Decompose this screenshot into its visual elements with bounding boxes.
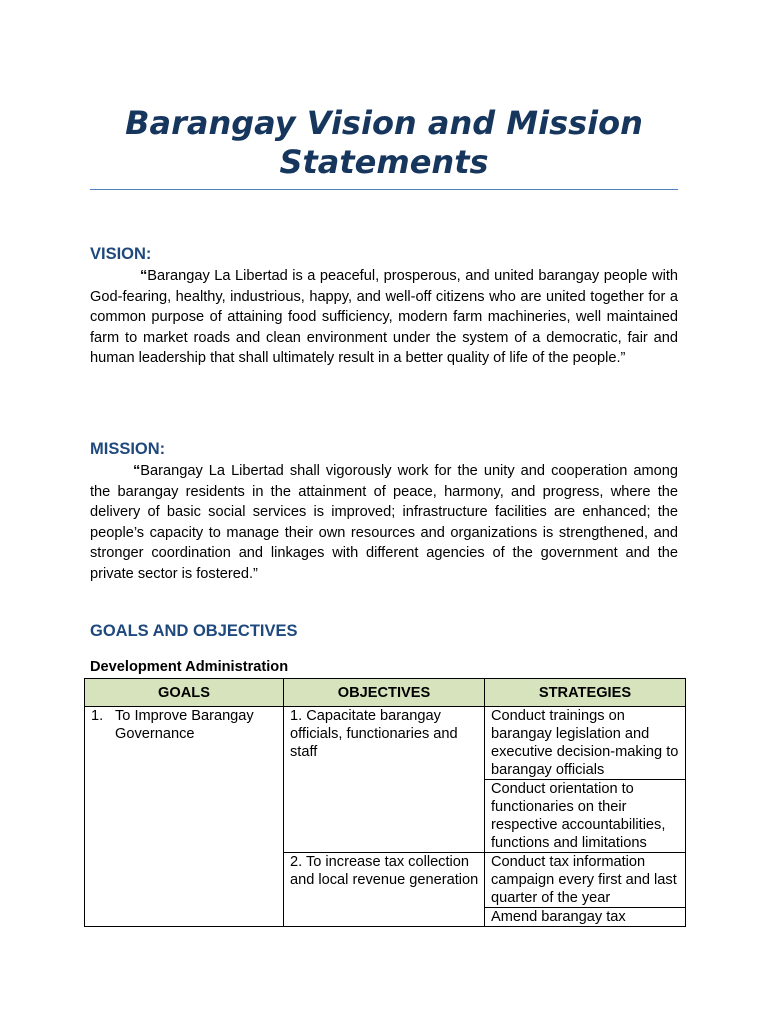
strategy-cell: Conduct trainings on barangay legislation and executive decision-making to barangay officials [485, 707, 686, 780]
header-objectives: OBJECTIVES [284, 679, 485, 707]
goal-text: To Improve Barangay Governance [115, 708, 254, 742]
objective-cell: 2. To increase tax collection and local revenue generation [284, 853, 485, 927]
header-strategies: STRATEGIES [485, 679, 686, 707]
mission-text: Barangay La Libertad shall vigorously work for the unity and cooperation among the barangay residents in the attainment of peace, harmony, and progress, where the delivery of basic social services is improved; infrastructure facilities are enhanced; the people’s capacity to manage their own resources and organizations is strengthened, and stronger coordination and linkages with different agencies of the government and the private sector is fostered.” [90, 463, 678, 582]
table-header-row [85, 679, 686, 707]
page-title-line-1: Barangay Vision and Mission [125, 104, 643, 142]
vision-open-quote: “ [140, 268, 148, 284]
mission-open-quote: “ [133, 463, 141, 479]
strategy-cell: Conduct tax information campaign every first and last quarter of the year [485, 853, 686, 908]
vision-text: Barangay La Libertad is a peaceful, prosperous, and united barangay people with God-fearing, healthy, industrious, happy, and well-off citizens who are united together for a common purpose of attaining food sufficiency, modern farm machineries, well maintained farm to market roads and clean environment under the system of a democratic, fair and human leadership that shall ultimately result in a better quality of life of the people.” [90, 268, 678, 367]
goal-cell [85, 707, 284, 927]
page-title [90, 104, 678, 182]
title-underline [90, 189, 678, 190]
vision-paragraph [90, 266, 678, 369]
goals-objectives-table [84, 678, 686, 927]
development-administration-subheading: Development Administration [90, 659, 289, 675]
page-title-line-2: Statements [279, 143, 489, 181]
mission-paragraph [90, 461, 678, 585]
goals-heading: GOALS AND OBJECTIVES [90, 622, 298, 640]
goal-number: 1. [91, 708, 104, 724]
mission-heading: MISSION: [90, 440, 166, 458]
table-row [85, 707, 686, 780]
objective-cell: 1. Capacitate barangay officials, functionaries and staff [284, 707, 485, 853]
strategy-cell: Amend barangay tax [485, 908, 686, 927]
strategy-cell: Conduct orientation to functionaries on their respective accountabilities, functions and limitations [485, 780, 686, 853]
header-goals: GOALS [85, 679, 284, 707]
vision-heading: VISION: [90, 245, 152, 263]
